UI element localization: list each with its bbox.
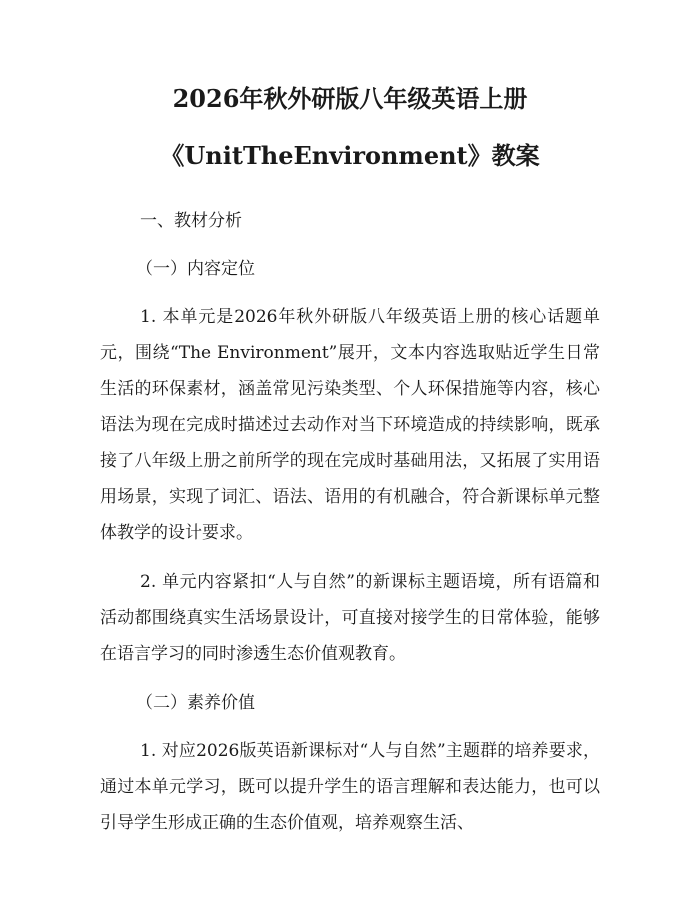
section-heading-teaching-material-analysis: 一、教材分析 xyxy=(140,211,242,231)
document-title-line-2: 《UnitTheEnvironment》教案 xyxy=(160,141,540,170)
subsection-heading-literacy-value: （二）素养价值 xyxy=(136,693,255,713)
paragraph-3: 1. 对应2026版英语新课标对“人与自然”主题群的培养要求，通过本单元学习，既可以提升学生的语言理解和表达能力，也可以引导学生形成正确的生态价值观，培养观察生活、 xyxy=(100,741,600,833)
document-title-line-1: 2026年秋外研版八年级英语上册 xyxy=(172,84,528,113)
paragraph-2: 2. 单元内容紧扣“人与自然”的新课标主题语境，所有语篇和活动都围绕真实生活场景设计，可直接对接学生的日常体验，能够在语言学习的同时渗透生态价值观教育。 xyxy=(100,572,600,664)
subsection-heading-content-positioning: （一）内容定位 xyxy=(136,259,255,279)
paragraph-1: 1. 本单元是2026年秋外研版八年级英语上册的核心话题单元，围绕“The Environment”展开，文本内容选取贴近学生日常生活的环保素材，涵盖常见污染类型、个人环保措施等内容，核心语法为现在完成时描述过去动作对当下环境造成的持续影响，既承接了八年级上册之前所学的现在完成时基础用法，又拓展了实用语用场景，实现了词汇、语法、语用的有机融合，符合新课标单元整体教学的设计要求。 xyxy=(100,307,600,543)
